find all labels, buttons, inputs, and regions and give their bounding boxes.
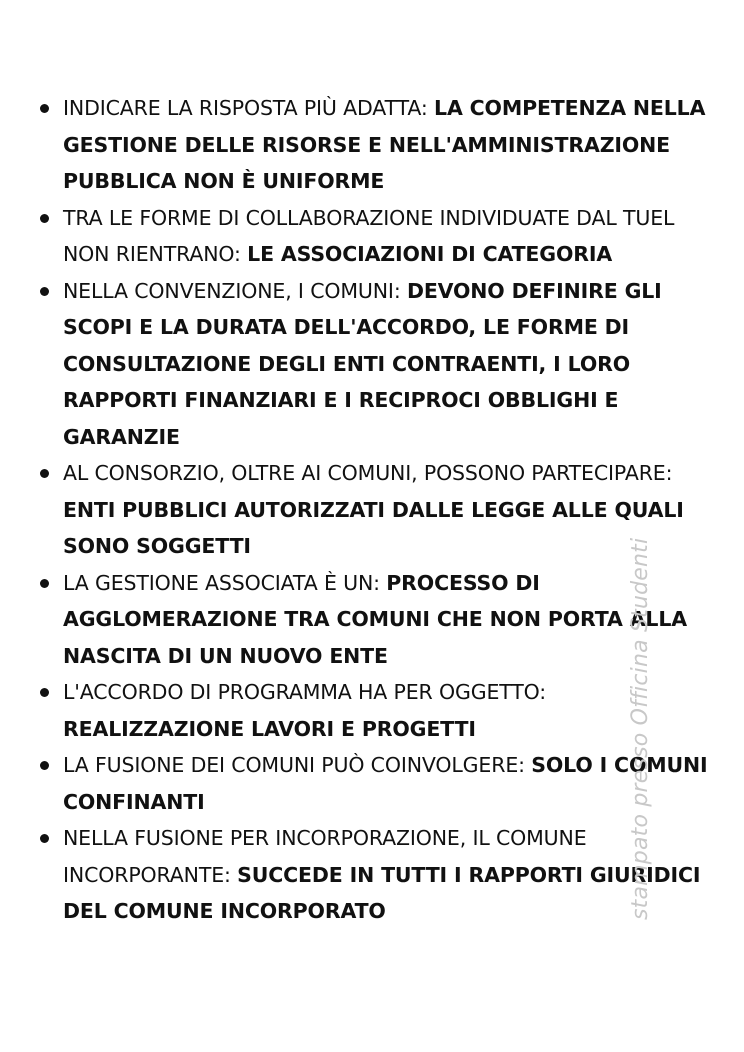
list-item xyxy=(36,200,716,273)
bullet-icon xyxy=(40,287,49,296)
answer-text: LE ASSOCIAZIONI DI CATEGORIA xyxy=(247,242,613,266)
question-answer-list xyxy=(36,90,716,930)
bullet-icon xyxy=(40,469,49,478)
bullet-icon xyxy=(40,761,49,770)
list-item xyxy=(36,455,716,565)
list-item xyxy=(36,273,716,456)
question-text: AL CONSORZIO, OLTRE AI COMUNI, POSSONO PARTECIPARE: xyxy=(63,461,673,485)
watermark: stampato presso Officina Studenti xyxy=(628,537,653,920)
question-text: NELLA FUSIONE PER INCORPORAZIONE, IL COMUNE INCORPORANTE: xyxy=(63,826,587,887)
bullet-icon xyxy=(40,214,49,223)
list-item xyxy=(36,90,716,200)
answer-text: LA COMPETENZA NELLA GESTIONE DELLE RISORSE E NELL'AMMINISTRAZIONE PUBBLICA NON È UNIFORME xyxy=(63,96,706,193)
question-text: LA GESTIONE ASSOCIATA È UN: xyxy=(63,570,387,595)
question-text: INDICARE LA RISPOSTA PIÙ ADATTA: xyxy=(63,96,435,120)
bullet-icon xyxy=(40,688,49,697)
bullet-icon xyxy=(40,104,49,113)
list-item xyxy=(36,674,716,747)
answer-text: ENTI PUBBLICI AUTORIZZATI DALLE LEGGE ALLE QUALI SONO SOGGETTI xyxy=(63,497,684,558)
answer-text: SOLO I COMUNI CONFINANTI xyxy=(63,753,708,814)
answer-text: SUCCEDE IN TUTTI I RAPPORTI GIURIDICI DEL COMUNE INCORPORATO xyxy=(63,862,701,923)
bullet-icon xyxy=(40,579,49,588)
bullet-icon xyxy=(40,834,49,843)
answer-text: PROCESSO DI AGGLOMERAZIONE TRA COMUNI CHE NON PORTA ALLA NASCITA DI UN NUOVO ENTE xyxy=(63,570,687,668)
answer-text: REALIZZAZIONE LAVORI E PROGETTI xyxy=(63,716,476,741)
list-item xyxy=(36,565,716,675)
list-item xyxy=(36,820,716,930)
question-text: LA FUSIONE DEI COMUNI PUÒ COINVOLGERE: xyxy=(63,753,532,777)
answer-text: DEVONO DEFINIRE GLI SCOPI E LA DURATA DELL'ACCORDO, LE FORME DI CONSULTAZIONE DEGLI ENTI CONTRAENTI, I LORO RAPPORTI FINANZIARI E I RECIPROCI OBBLIGHI E GARANZIE xyxy=(63,278,662,449)
list-item xyxy=(36,747,716,820)
question-text: TRA LE FORME DI COLLABORAZIONE INDIVIDUATE DAL TUEL NON RIENTRANO: xyxy=(63,205,675,266)
question-text: L'ACCORDO DI PROGRAMMA HA PER OGGETTO: xyxy=(63,680,547,704)
question-text: NELLA CONVENZIONE, I COMUNI: xyxy=(63,278,407,303)
